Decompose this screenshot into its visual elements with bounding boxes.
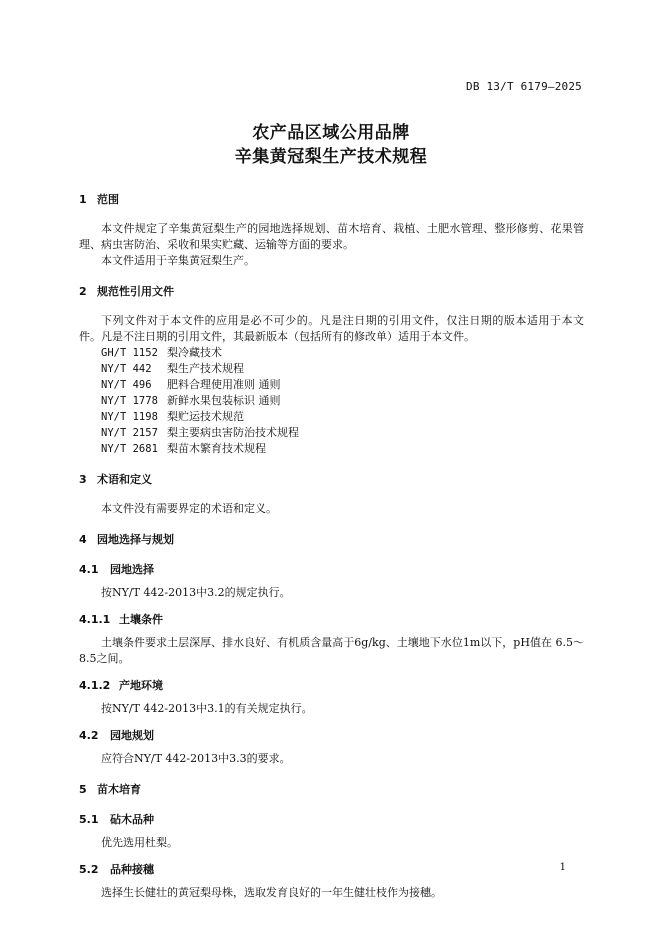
reference-code: NY/T 2157 bbox=[101, 427, 158, 439]
paragraph: 优先选用杜梨。 bbox=[101, 836, 178, 849]
section-heading-seedlings bbox=[79, 781, 584, 797]
section-number: 3 bbox=[79, 473, 87, 486]
document-title-line1: 农产品区域公用品牌 bbox=[252, 123, 410, 143]
section-number: 1 bbox=[79, 193, 87, 206]
subsection-title: 园地选择 bbox=[110, 563, 154, 576]
reference-name: 新鲜水果包装标识 通则 bbox=[167, 394, 281, 407]
subsection-heading bbox=[79, 811, 584, 827]
reference-name: 梨苗木繁育技术规程 bbox=[167, 442, 266, 455]
subsection-heading bbox=[79, 861, 584, 877]
document-number: DB 13/T 6179—2025 bbox=[466, 80, 582, 93]
subsection-heading bbox=[79, 677, 584, 693]
reference-name: 梨冷藏技术 bbox=[167, 346, 222, 359]
reference-code: NY/T 2681 bbox=[101, 443, 158, 455]
subsection-title: 园地规划 bbox=[110, 729, 154, 742]
section-title: 术语和定义 bbox=[97, 473, 152, 486]
section-heading-scope bbox=[79, 191, 584, 207]
reference-item bbox=[101, 425, 584, 441]
reference-code: NY/T 442 bbox=[101, 363, 152, 375]
section-number: 5 bbox=[79, 783, 87, 796]
subsection-number: 4.1.2 bbox=[79, 679, 111, 692]
reference-code: NY/T 1778 bbox=[101, 395, 158, 407]
reference-code: NY/T 1198 bbox=[101, 411, 158, 423]
subsection-title: 砧木品种 bbox=[110, 813, 154, 826]
section-title: 园地选择与规划 bbox=[97, 533, 174, 546]
paragraph: 按NY/T 442-2013中3.2的规定执行。 bbox=[101, 586, 291, 599]
reference-item bbox=[101, 393, 584, 409]
section-number: 4 bbox=[79, 533, 87, 546]
reference-name: 肥料合理使用准则 通则 bbox=[167, 378, 281, 391]
reference-item bbox=[101, 361, 584, 377]
paragraph: 选择生长健壮的黄冠梨母株，选取发育良好的一年生健壮枝作为接穗。 bbox=[101, 886, 442, 899]
paragraph: 按NY/T 442-2013中3.1的有关规定执行。 bbox=[101, 702, 313, 715]
subsection-title: 土壤条件 bbox=[119, 613, 163, 626]
subsection-heading bbox=[79, 561, 584, 577]
subsection-number: 4.2 bbox=[79, 729, 99, 742]
reference-list bbox=[79, 345, 584, 457]
paragraph: 本文件适用于辛集黄冠梨生产。 bbox=[101, 254, 255, 267]
section-heading-terms bbox=[79, 471, 584, 487]
reference-item bbox=[101, 377, 584, 393]
section-title: 范围 bbox=[97, 193, 119, 206]
subsection-title: 品种接穗 bbox=[110, 863, 154, 876]
subsection-heading bbox=[79, 611, 584, 627]
section-heading-normative-references bbox=[79, 283, 584, 299]
subsection-number: 5.1 bbox=[79, 813, 99, 826]
reference-name: 梨生产技术规程 bbox=[167, 362, 244, 375]
paragraph: 本文件没有需要界定的术语和定义。 bbox=[101, 502, 277, 515]
paragraph: 下列文件对于本文件的应用是必不可少的。凡是注日期的引用文件，仅注日期的版本适用于本文件。凡是不注日期的引用文件，其最新版本（包括所有的修改单）适用于本文件。 bbox=[79, 314, 584, 343]
subsection-title: 产地环境 bbox=[119, 679, 163, 692]
reference-item bbox=[101, 409, 584, 425]
reference-item bbox=[101, 441, 584, 457]
page-number: 1 bbox=[559, 862, 566, 873]
paragraph: 土壤条件要求土层深厚、排水良好、有机质含量高于6g/kg、土壤地下水位1m以下，pH值在 6.5～8.5之间。 bbox=[79, 636, 584, 665]
section-title: 规范性引用文件 bbox=[97, 285, 174, 298]
section-number: 2 bbox=[79, 285, 87, 298]
reference-code: GH/T 1152 bbox=[101, 347, 158, 359]
document-body bbox=[79, 191, 584, 901]
subsection-number: 4.1.1 bbox=[79, 613, 111, 626]
reference-name: 梨主要病虫害防治技术规程 bbox=[167, 426, 299, 439]
paragraph: 应符合NY/T 442-2013中3.3的要求。 bbox=[101, 752, 291, 765]
section-heading-site-selection bbox=[79, 531, 584, 547]
reference-item bbox=[101, 345, 584, 361]
reference-name: 梨贮运技术规范 bbox=[167, 410, 244, 423]
subsection-heading bbox=[79, 727, 584, 743]
subsection-number: 4.1 bbox=[79, 563, 99, 576]
document-title-line2: 辛集黄冠梨生产技术规程 bbox=[234, 147, 428, 167]
paragraph: 本文件规定了辛集黄冠梨生产的园地选择规划、苗木培育、栽植、土肥水管理、整形修剪、花果管理、病虫害防治、采收和果实贮藏、运输等方面的要求。 bbox=[79, 222, 584, 251]
section-title: 苗木培育 bbox=[97, 783, 141, 796]
reference-code: NY/T 496 bbox=[101, 379, 152, 391]
subsection-number: 5.2 bbox=[79, 863, 99, 876]
